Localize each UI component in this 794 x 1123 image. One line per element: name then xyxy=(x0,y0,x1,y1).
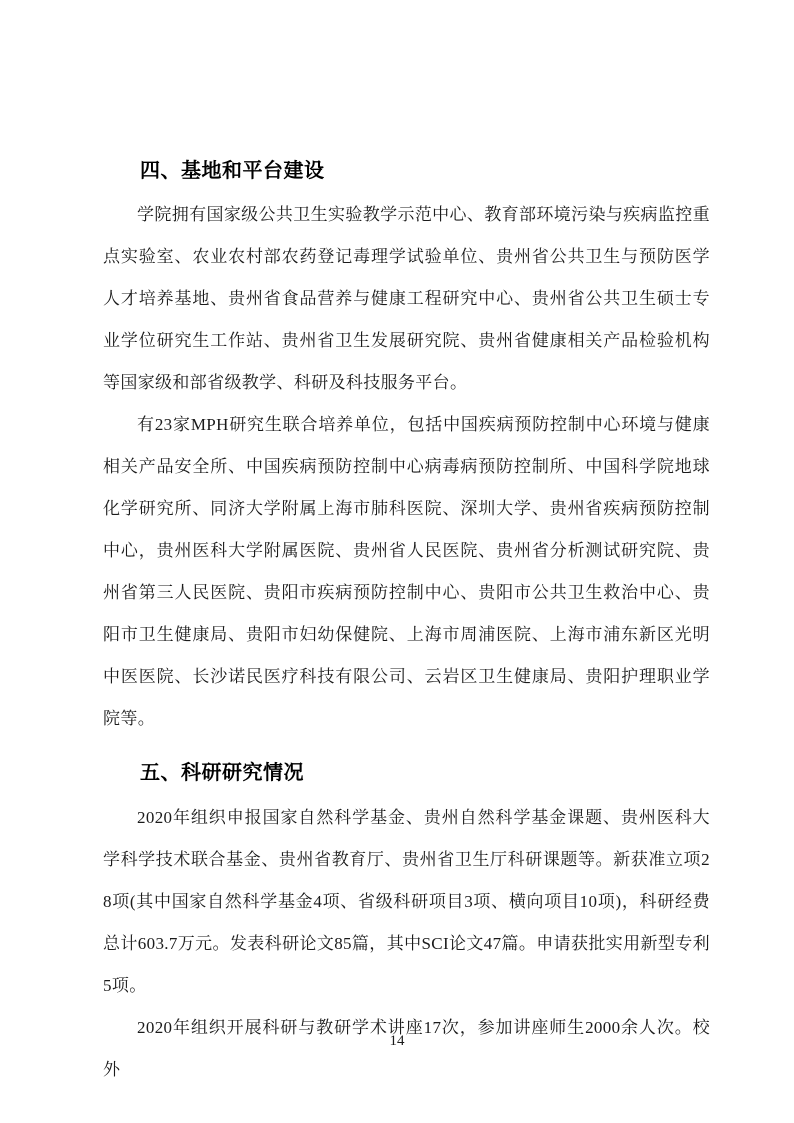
page-content xyxy=(103,150,710,1091)
paragraph-academic-lectures: 2020年组织开展科研与教研学术讲座17次，参加讲座师生2000余人次。校外 xyxy=(103,1018,710,1079)
paragraph-research-funding: 2020年组织申报国家自然科学基金、贵州自然科学基金课题、贵州医科大学科学技术联合基金、贵州省教育厅、贵州省卫生厅科研课题等。新获准立项28项(其中国家自然科学基金4项、省级科研项目3项、横向项目10项)，科研经费总计603.7万元。发表科研论文85篇，其中SCI论文47篇。申请获批实用新型专利5项。 xyxy=(103,808,710,995)
page-footer xyxy=(0,1032,794,1050)
section-heading-research-situation: 五、科研研究情况 xyxy=(140,762,304,784)
paragraph-mph-joint-training-units: 有23家MPH研究生联合培养单位，包括中国疾病预防控制中心环境与健康相关产品安全所、中国疾病预防控制中心病毒病预防控制所、中国科学院地球化学研究所、同济大学附属上海市肺科医院、深圳大学、贵州省疾病预防控制中心，贵州医科大学附属医院、贵州省人民医院、贵州省分析测试研究院、贵州省第三人民医院、贵阳市疾病预防控制中心、贵阳市公共卫生救治中心、贵阳市卫生健康局、贵阳市妇幼保健院、上海市周浦医院、上海市浦东新区光明中医医院、长沙诺民医疗科技有限公司、云岩区卫生健康局、贵阳护理职业学院等。 xyxy=(103,415,710,728)
page-number: 14 xyxy=(389,1033,405,1049)
section-heading-bases-and-platforms: 四、基地和平台建设 xyxy=(140,160,325,182)
paragraph-national-platforms: 学院拥有国家级公共卫生实验教学示范中心、教育部环境污染与疾病监控重点实验室、农业农村部农药登记毒理学试验单位、贵州省公共卫生与预防医学人才培养基地、贵州省食品营养与健康工程研究中心、贵州省公共卫生硕士专业学位研究生工作站、贵州省卫生发展研究院、贵州省健康相关产品检验机构等国家级和部省级教学、科研及科技服务平台。 xyxy=(103,205,710,392)
